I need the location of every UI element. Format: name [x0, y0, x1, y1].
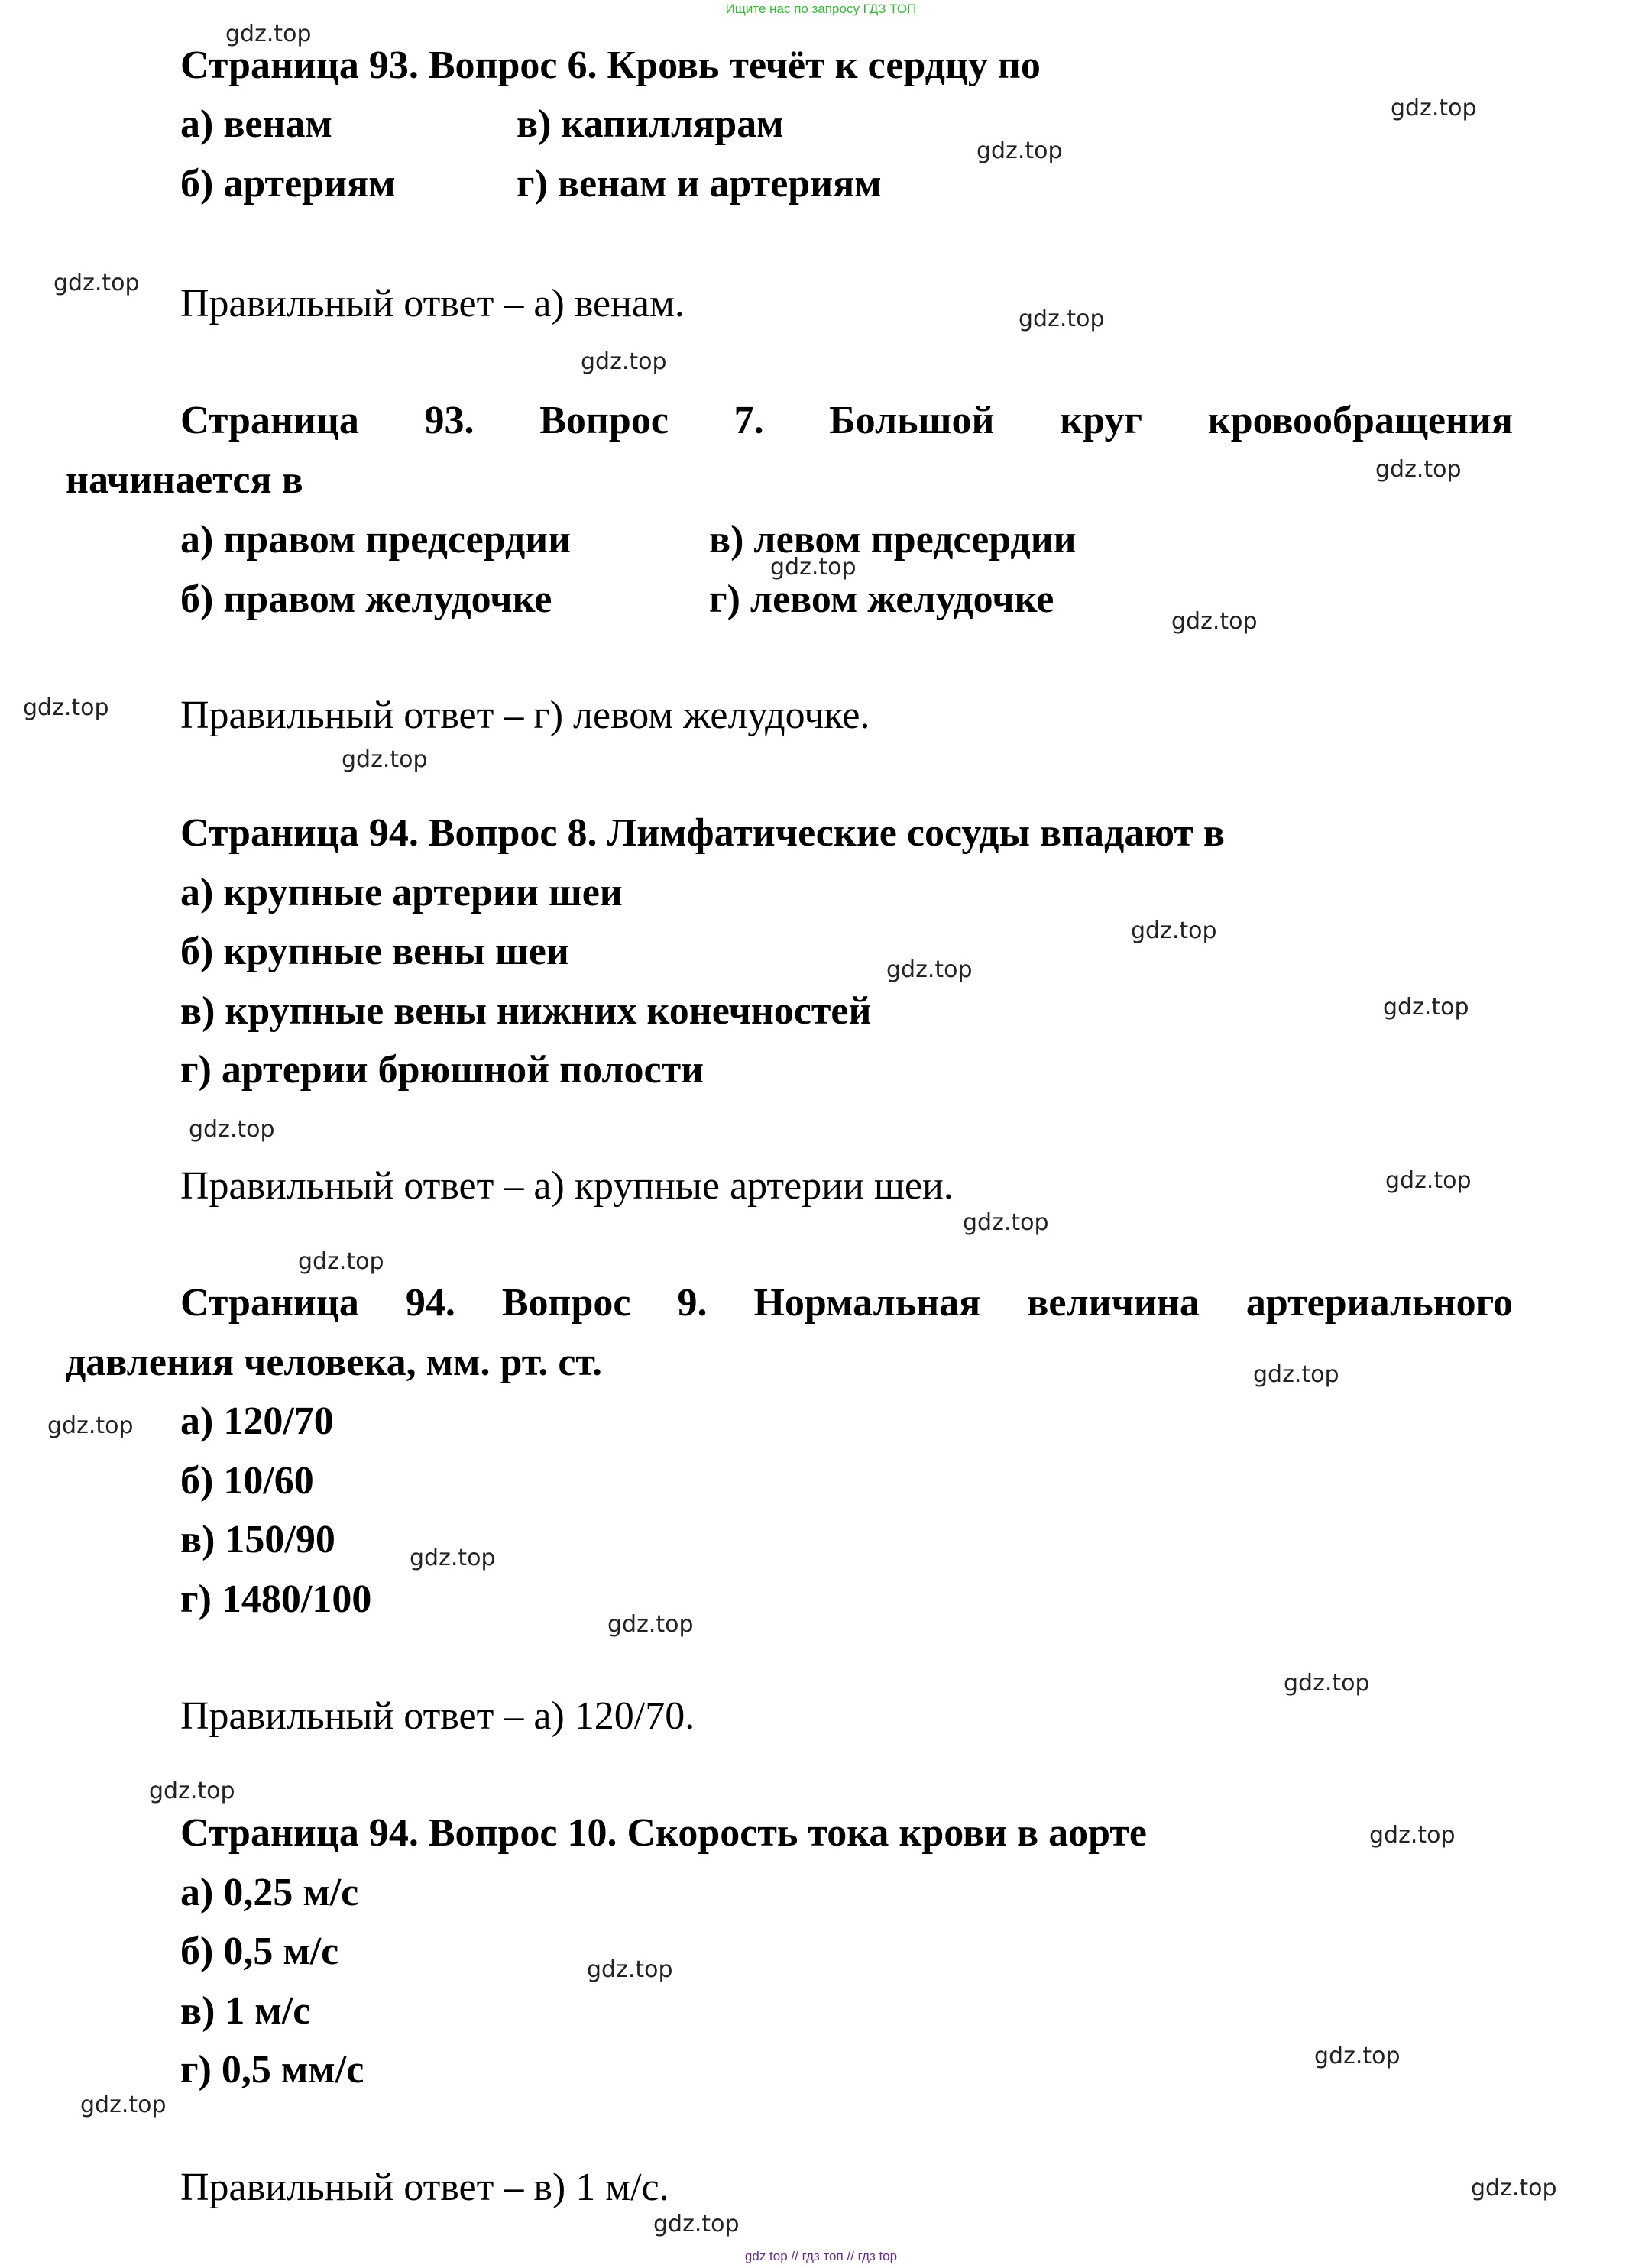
question-6-heading: Страница 93. Вопрос 6. Кровь течёт к сердцу по: [180, 44, 1041, 87]
watermark: gdz.top: [653, 2211, 740, 2237]
watermark: gdz.top: [976, 138, 1063, 164]
question-10-option-d: г) 0,5 мм/с: [180, 2048, 364, 2092]
question-7-option-a: а) правом предсердии: [180, 518, 572, 561]
watermark: gdz.top: [23, 694, 109, 721]
watermark: gdz.top: [581, 348, 667, 375]
question-10-option-c: в) 1 м/с: [180, 1989, 311, 2033]
watermark: gdz.top: [587, 1956, 673, 1983]
watermark: gdz.top: [1314, 2043, 1401, 2069]
question-6-option-a: а) венам: [180, 102, 332, 146]
question-10-option-a: а) 0,25 м/с: [180, 1871, 359, 1914]
question-8-option-a: а) крупные артерии шеи: [180, 871, 623, 914]
question-6-answer: Правильный ответ – а) венам.: [180, 282, 685, 325]
question-10-option-b: б) 0,5 м/с: [180, 1930, 339, 1973]
watermark: gdz.top: [963, 1209, 1049, 1236]
question-9-heading-line2: давления человека, мм. рт. ст.: [66, 1341, 603, 1384]
watermark: gdz.top: [53, 270, 140, 296]
question-8-option-b: б) крупные вены шеи: [180, 930, 569, 973]
question-9-option-b: б) 10/60: [180, 1459, 314, 1503]
question-9-heading-line1: Страница 94. Вопрос 9. Нормальная величина артериального: [180, 1281, 1513, 1325]
question-8-option-c: в) крупные вены нижних конечностей: [180, 989, 872, 1033]
watermark: gdz.top: [1471, 2175, 1557, 2202]
watermark: gdz.top: [1284, 1670, 1370, 1697]
watermark: gdz.top: [886, 956, 973, 983]
watermark: gdz.top: [1385, 1167, 1472, 1194]
footer-banner[interactable]: gdz top // гдз топ // гдз top: [744, 2249, 898, 2263]
watermark: gdz.top: [47, 1412, 134, 1439]
question-9-option-c: в) 150/90: [180, 1518, 335, 1561]
watermark: gdz.top: [298, 1248, 384, 1275]
question-10-answer: Правильный ответ – в) 1 м/с.: [180, 2166, 669, 2209]
watermark: gdz.top: [1369, 1822, 1456, 1849]
watermark: gdz.top: [410, 1545, 496, 1571]
watermark: gdz.top: [80, 2092, 167, 2118]
watermark: gdz.top: [189, 1116, 275, 1143]
question-6-option-b: б) артериям: [180, 162, 396, 205]
question-7-heading-line2: начинается в: [66, 458, 303, 502]
top-banner[interactable]: Ищите нас по запросу ГДЗ ТОП: [725, 2, 917, 16]
question-8-answer: Правильный ответ – а) крупные артерии шеи.: [180, 1164, 954, 1208]
watermark: gdz.top: [1383, 994, 1469, 1021]
watermark: gdz.top: [1019, 306, 1105, 332]
watermark: gdz.top: [1171, 608, 1258, 635]
question-10-heading: Страница 94. Вопрос 10. Скорость тока крови в аорте: [180, 1811, 1147, 1855]
watermark: gdz.top: [149, 1778, 235, 1804]
question-6-option-c: в) капиллярам: [517, 102, 784, 146]
watermark: gdz.top: [342, 746, 428, 773]
watermark: gdz.top: [1375, 456, 1462, 483]
question-6-option-d: г) венам и артериям: [517, 162, 882, 205]
question-8-heading: Страница 94. Вопрос 8. Лимфатические сосуды впадают в: [180, 811, 1226, 855]
question-7-heading-line1: Страница 93. Вопрос 7. Большой круг кровообращения: [180, 399, 1513, 442]
question-9-option-d: г) 1480/100: [180, 1577, 372, 1621]
question-8-option-d: г) артерии брюшной полости: [180, 1048, 704, 1092]
question-7-option-c: в) левом предсердии: [709, 518, 1077, 561]
watermark: gdz.top: [770, 554, 857, 581]
question-7-option-d: г) левом желудочке: [709, 578, 1054, 621]
question-7-option-b: б) правом желудочке: [180, 578, 552, 621]
watermark: gdz.top: [1131, 917, 1217, 944]
question-9-answer: Правильный ответ – а) 120/70.: [180, 1694, 695, 1738]
watermark: gdz.top: [1253, 1361, 1339, 1388]
watermark: gdz.top: [225, 21, 312, 47]
question-7-answer: Правильный ответ – г) левом желудочке.: [180, 694, 870, 737]
question-9-option-a: а) 120/70: [180, 1399, 334, 1443]
watermark: gdz.top: [1391, 95, 1477, 121]
watermark: gdz.top: [607, 1611, 694, 1638]
